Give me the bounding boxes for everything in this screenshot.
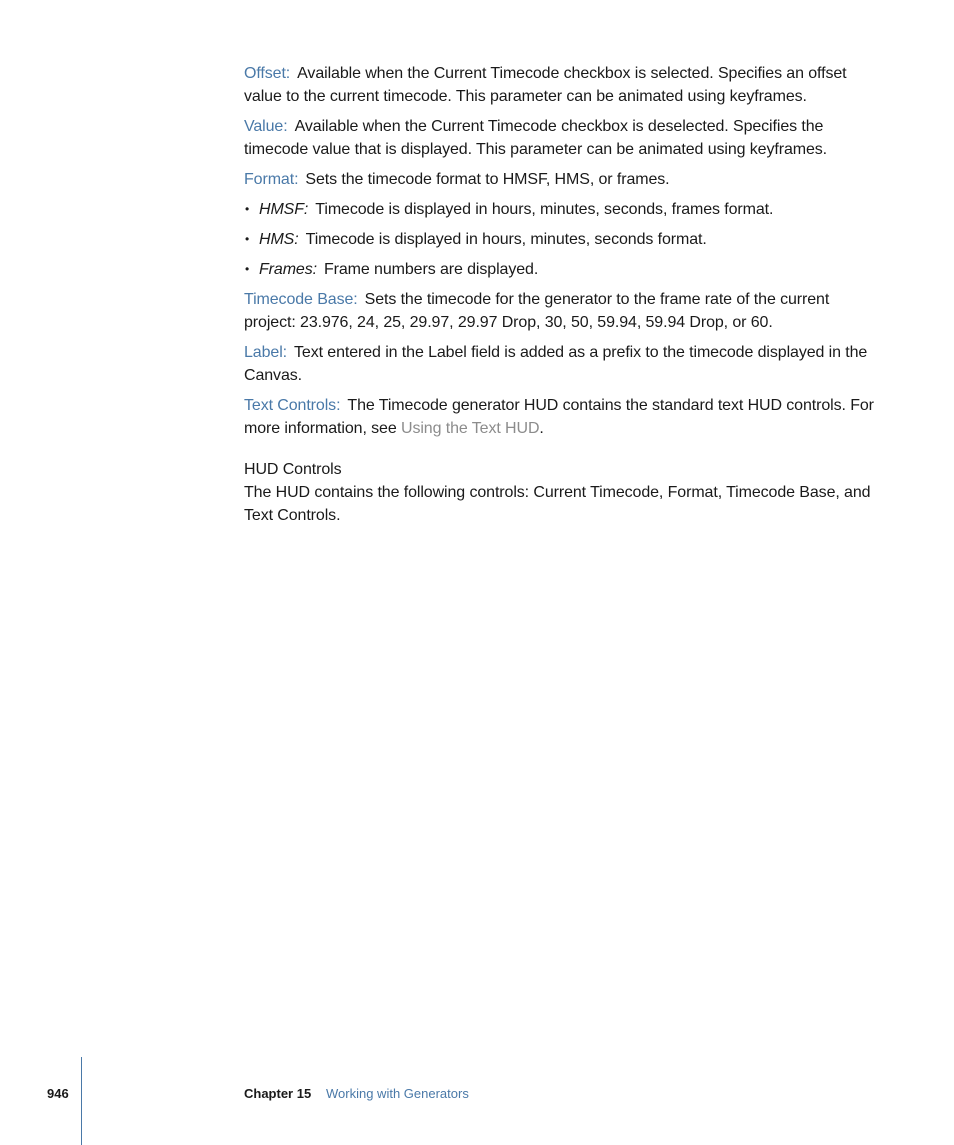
param-description: Available when the Current Timecode checkbox is selected. Specifies an offset value to the current timecode. This parameter can be animated using keyframes.	[244, 65, 847, 105]
param-term: Timecode Base:	[244, 291, 358, 308]
param-description: Sets the timecode format to HMSF, HMS, or frames.	[305, 171, 670, 188]
param-label	[244, 341, 880, 387]
bullet-icon: •	[245, 202, 250, 216]
param-timecode-base	[244, 288, 880, 334]
bullet-description: Frame numbers are displayed.	[323, 261, 539, 278]
param-description: The Timecode generator HUD contains the standard text HUD controls. For more information, see	[244, 397, 874, 437]
bullet-icon: •	[245, 232, 250, 246]
footer-chapter-label: Chapter 15	[244, 1086, 312, 1101]
bullet-label: HMS:	[259, 231, 299, 248]
page-number: 946	[47, 1086, 69, 1101]
param-description: Available when the Current Timecode checkbox is deselected. Specifies the timecode value that is displayed. This parameter can be animated using keyframes.	[244, 118, 828, 158]
footer-divider	[81, 1057, 82, 1145]
param-description: Text entered in the Label field is added as a prefix to the timecode displayed in the Canvas.	[244, 344, 868, 384]
hud-controls-body: The HUD contains the following controls: Current Timecode, Format, Timecode Base, and Text Controls.	[244, 484, 871, 524]
bullet-description: Timecode is displayed in hours, minutes, seconds format.	[305, 231, 707, 248]
param-format	[244, 168, 880, 191]
sentence-end: .	[539, 420, 544, 437]
param-text-controls	[244, 394, 880, 440]
main-content	[244, 62, 880, 527]
param-term: Text Controls:	[244, 397, 341, 414]
param-term: Offset:	[244, 65, 291, 82]
param-term: Value:	[244, 118, 288, 135]
format-bullet-hms	[244, 228, 880, 251]
bullet-icon: •	[245, 262, 250, 276]
param-term: Format:	[244, 171, 299, 188]
format-bullet-frames	[244, 258, 880, 281]
using-text-hud-link[interactable]: Using the Text HUD	[401, 420, 540, 437]
bullet-label: HMSF:	[259, 201, 309, 218]
hud-controls-heading: HUD Controls	[244, 461, 342, 478]
bullet-description: Timecode is displayed in hours, minutes, seconds, frames format.	[315, 201, 774, 218]
param-value	[244, 115, 880, 161]
format-bullet-hmsf	[244, 198, 880, 221]
param-offset	[244, 62, 880, 108]
param-description: Sets the timecode for the generator to the frame rate of the current project: 23.976, 24, 25, 29.97, 29.97 Drop, 30, 50, 59.94, 59.94 Drop, or 60.	[244, 291, 830, 331]
footer-chapter-title-link[interactable]: Working with Generators	[326, 1086, 469, 1101]
bullet-label: Frames:	[259, 261, 317, 278]
param-term: Label:	[244, 344, 287, 361]
